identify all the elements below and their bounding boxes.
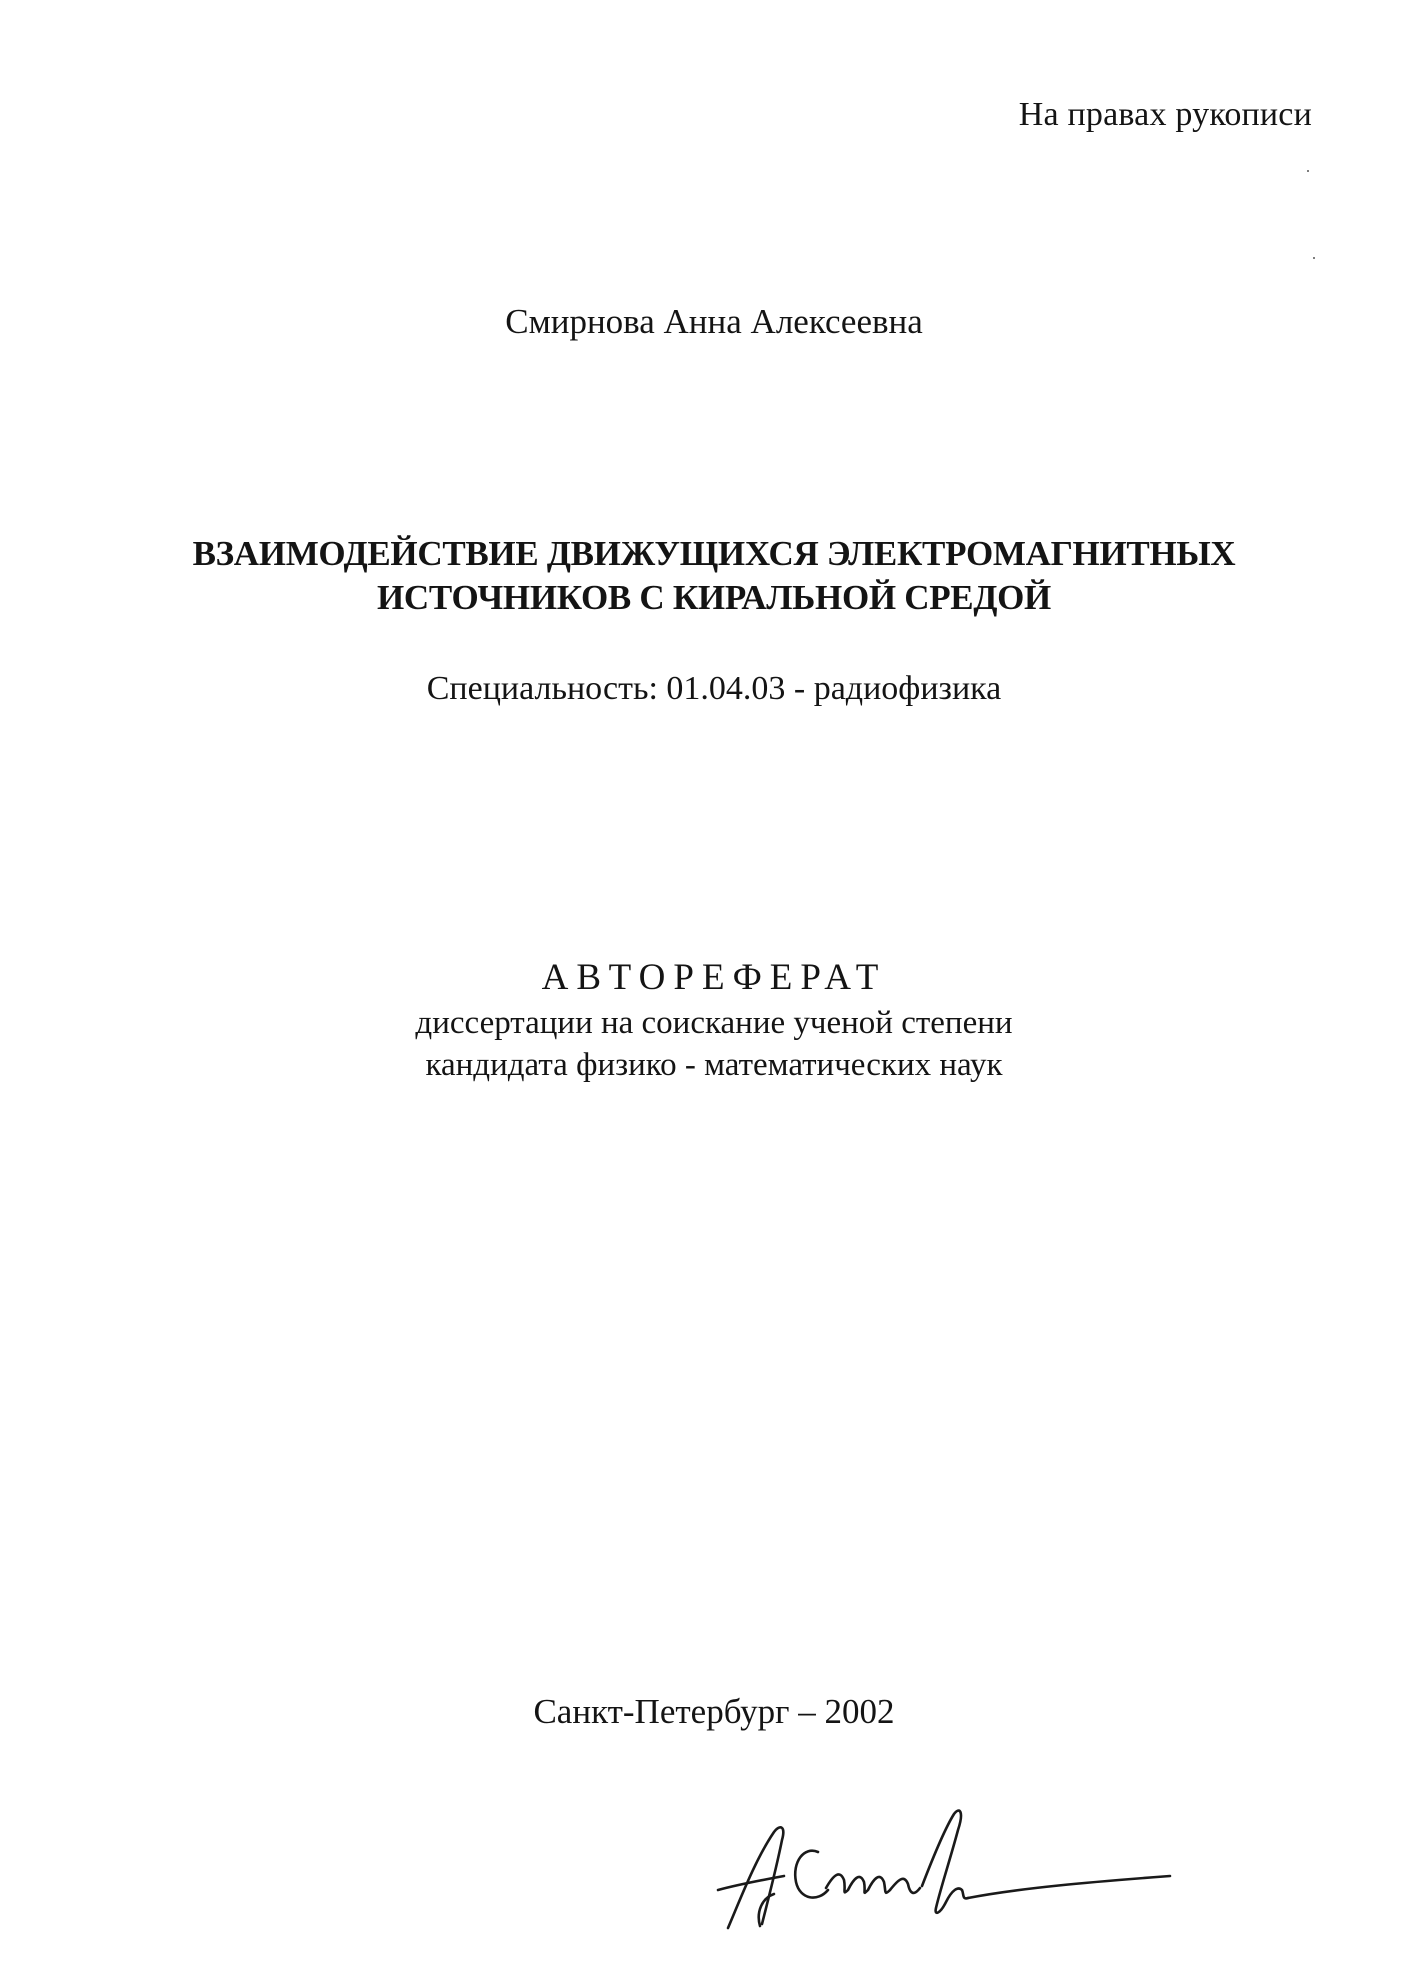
abstract-line: кандидата физико - математических наук [425,1047,1003,1083]
abstract-heading: АВТОРЕФЕРАТ [541,957,887,998]
title-line: ВЗАИМОДЕЙСТВИЕ ДВИЖУЩИХСЯ ЭЛЕКТРОМАГНИТНЫХ [192,534,1236,573]
handwritten-signature [700,1790,1200,1940]
rights-note: На правах рукописи [1018,96,1312,133]
abstract-block [0,954,1428,1086]
city-year: Санкт-Петербург – 2002 [533,1692,895,1731]
scan-speck [1313,257,1315,259]
abstract-line: диссертации на соискание ученой степени [415,1005,1013,1041]
specialty-line: Специальность: 01.04.03 - радиофизика [426,670,1002,707]
title-line: ИСТОЧНИКОВ С КИРАЛЬНОЙ СРЕДОЙ [377,578,1051,617]
author-name: Смирнова Анна Алексеевна [505,302,923,341]
signature-strokes [718,1811,1170,1928]
dissertation-title [0,532,1428,620]
scan-speck [1307,170,1309,172]
